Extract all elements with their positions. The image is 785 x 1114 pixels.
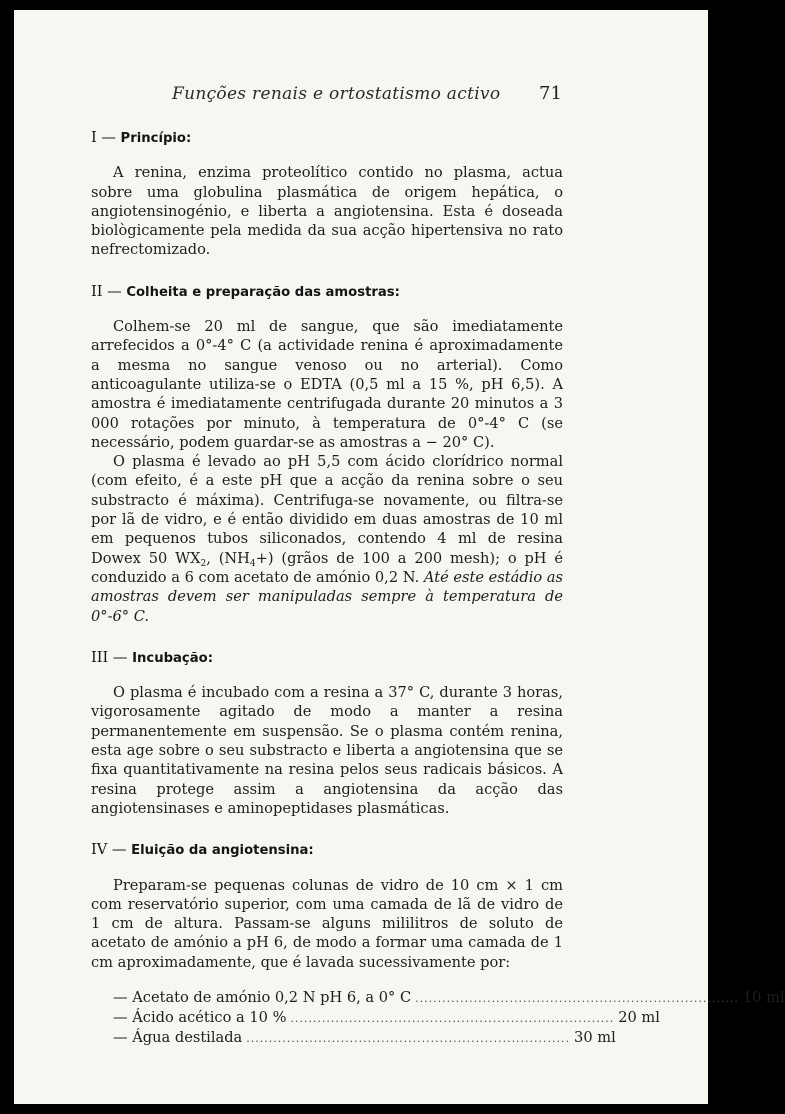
- list-item: — Ácido acético a 10 % ........................................................................ 20 ml: [113, 1008, 660, 1026]
- document-page: [14, 10, 785, 1104]
- section-heading-4: IV — Eluição da angiotensina:: [91, 841, 314, 859]
- article-body: [91, 128, 785, 1048]
- list-item: — Água destilada ........................................................................ 30 ml: [113, 1028, 616, 1046]
- header-title: Funções renais e ortostatismo activo: [172, 84, 501, 104]
- wash-solutions-list: [91, 988, 785, 1048]
- section-heading-1: I — Princípio:: [91, 129, 192, 146]
- list-item: — Acetato de amónio 0,2 N pH 6, a 0° C ........................................................................ 10 ml: [113, 988, 785, 1006]
- running-header: [14, 84, 708, 108]
- section-heading-3: III — Incubação:: [91, 648, 213, 666]
- section-2-paragraph-1: Colhem-se 20 ml de sangue, que são imediatamente arrefecidos a 0°-4° C (a actividade renina é aproximadamente a mesma no sangue venoso ou no arterial). Como anticoagulante utiliza-se o EDTA (0,5 ml a 15 %, pH 6,5). A amostra é imediatamente centrifugada durante 20 minutos a 3 000 rotações por minuto, à temperatura de 0°-4° C (se necessário, podem guardar-se as amostras a − 20° C).: [91, 318, 563, 451]
- section-1-paragraph: A renina, enzima proteolítico contido no plasma, actua sobre uma globulina plasmática de origem hepática, o angiotensinogénio, e liberta a angiotensina. Esta é doseada biològicamente pela medida da sua acção hipertensiva no rato nefrectomizado.: [91, 164, 563, 259]
- section-heading-2: II — Colheita e preparação das amostras:: [91, 282, 400, 300]
- page-number: 71: [539, 83, 562, 104]
- section-2-paragraph-2: O plasma é levado ao pH 5,5 com ácido clorídrico normal (com efeito, é a este pH que a acção da renina sobre o seu substracto é máxima). Centrifuga-se novamente, ou filtra-se por lã de vidro, e é então dividido em duas amostras de 10 ml em pequenos tubos siliconados, contendo 4 ml de resina Dowex 50 $WX_2$, $(NH_4+)$ (grãos de 100 a 200 mesh); o pH é conduzido a 6 com acetato de amónio 0,2 N. Até este estádio as amostras devem ser manipuladas sempre à temperatura de 0°-6° C.: [91, 453, 564, 625]
- section-3-paragraph: O plasma é incubado com a resina a 37° C, durante 3 horas, vigorosamente agitado de modo a manter a resina permanentemente em suspensão. Se o plasma contém renina, esta age sobre o seu substracto e liberta a angiotensina que se fixa quantitativamente na resina pelos seus radicais básicos. A resina protege assim a angiotensina da acção das angiotensinases e aminopeptidases plasmáticas.: [91, 684, 563, 817]
- section-4-paragraph: Preparam-se pequenas colunas de vidro de 10 cm × 1 cm com reservatório superior, com uma camada de lã de vidro de 1 cm de altura. Passam-se alguns mililitros de soluto de acetato de amónio a pH 6, de modo a formar uma camada de 1 cm aproximadamente, que é lavada sucessivamente por:: [91, 876, 563, 971]
